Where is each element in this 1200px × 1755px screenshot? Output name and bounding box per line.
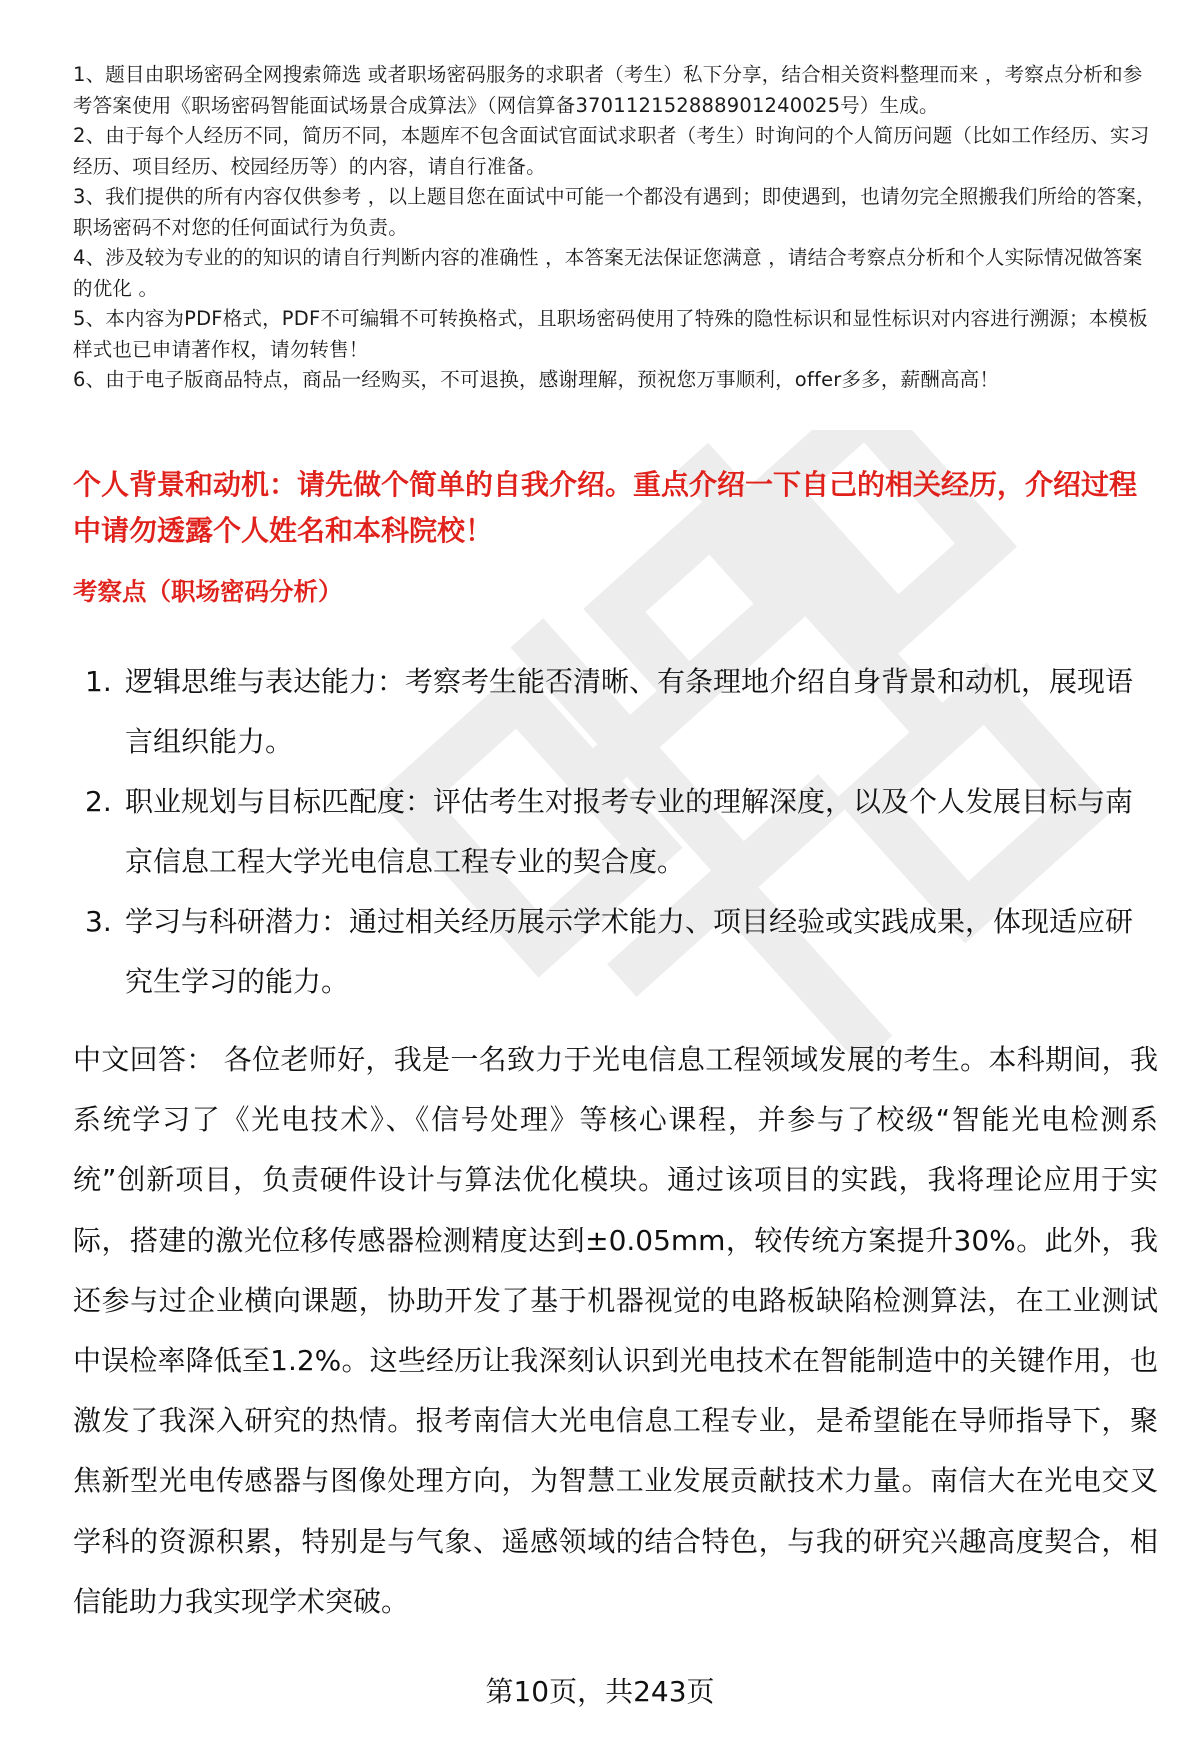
interview-question: 个人背景和动机：请先做个简单的自我介绍。重点介绍一下自己的相关经历，介绍过程中请勿透露个人姓名和本科院校！ — [73, 468, 1138, 547]
page-number: 第10页，共243页 — [485, 1675, 715, 1708]
disclaimer-item: 3、我们提供的所有内容仅供参考 ，以上题目您在面试中可能一个都没有遇到；即使遇到，也请勿完全照搬我们所给的答案，职场密码不对您的任何面试行为负责。 — [73, 185, 1156, 239]
analysis-point — [73, 772, 1158, 892]
point-number: 3. — [85, 905, 112, 938]
disclaimer-item: 4、涉及较为专业的的知识的请自行判断内容的准确性 ，本答案无法保证您满意 ，请结合考察点分析和个人实际情况做答案的优化 。 — [73, 246, 1143, 300]
disclaimer-item: 6、由于电子版商品特点，商品一经购买，不可退换，感谢理解，预祝您万事顺利，offer多多，薪酬高高！ — [73, 368, 1000, 391]
disclaimer-item: 2、由于每个人经历不同，简历不同，本题库不包含面试官面试求职者（考生）时询问的个人简历问题（比如工作经历、实习经历、项目经历、校园经历等）的内容，请自行准备。 — [73, 124, 1150, 178]
disclaimer-item: 1、题目由职场密码全网搜索筛选 或者职场密码服务的求职者（考生）私下分享，结合相关资料整理而来 ，考察点分析和参考答案使用《职场密码智能面试场景合成算法》（网信算备370112152888901240025号）生成。 — [73, 63, 1143, 117]
point-number: 1. — [85, 665, 112, 698]
point-text: 职业规划与目标匹配度：评估考生对报考专业的理解深度，以及个人发展目标与南京信息工程大学光电信息工程专业的契合度。 — [125, 785, 1134, 878]
point-text: 逻辑思维与表达能力：考察考生能否清晰、有条理地介绍自身背景和动机，展现语言组织能力。 — [125, 665, 1134, 758]
disclaimer-list — [73, 60, 1158, 396]
analysis-title: 考察点（职场密码分析） — [73, 577, 343, 606]
point-number: 2. — [85, 785, 112, 818]
answer-paragraph: 中文回答： 各位老师好，我是一名致力于光电信息工程领域发展的考生。本科期间，我系统学习了《光电技术》、《信号处理》等核心课程，并参与了校级“智能光电检测系统”创新项目，负责硬件设计与算法优化模块。通过该项目的实践，我将理论应用于实际，搭建的激光位移传感器检测精度达到±0.05mm，较传统方案提升30%。此外，我还参与过企业横向课题，协助开发了基于机器视觉的电路板缺陷检测算法，在工业测试中误检率降低至1.2%。这些经历让我深刻认识到光电技术在智能制造中的关键作用，也激发了我深入研究的热情。报考南信大光电信息工程专业，是希望能在导师指导下，聚焦新型光电传感器与图像处理方向，为智慧工业发展贡献技术力量。南信大在光电交叉学科的资源积累，特别是与气象、遥感领域的结合特色，与我的研究兴趣高度契合，相信能助力我实现学术突破。 — [73, 1043, 1158, 1618]
analysis-point — [73, 892, 1158, 1012]
point-text: 学习与科研潜力：通过相关经历展示学术能力、项目经验或实践成果，体现适应研究生学习的能力。 — [125, 905, 1134, 998]
analysis-point — [73, 652, 1158, 772]
disclaimer-item: 5、本内容为PDF格式，PDF不可编辑不可转换格式，且职场密码使用了特殊的隐性标识和显性标识对内容进行溯源；本模板样式也已申请著作权，请勿转售！ — [73, 307, 1148, 361]
analysis-points — [73, 652, 1158, 1012]
